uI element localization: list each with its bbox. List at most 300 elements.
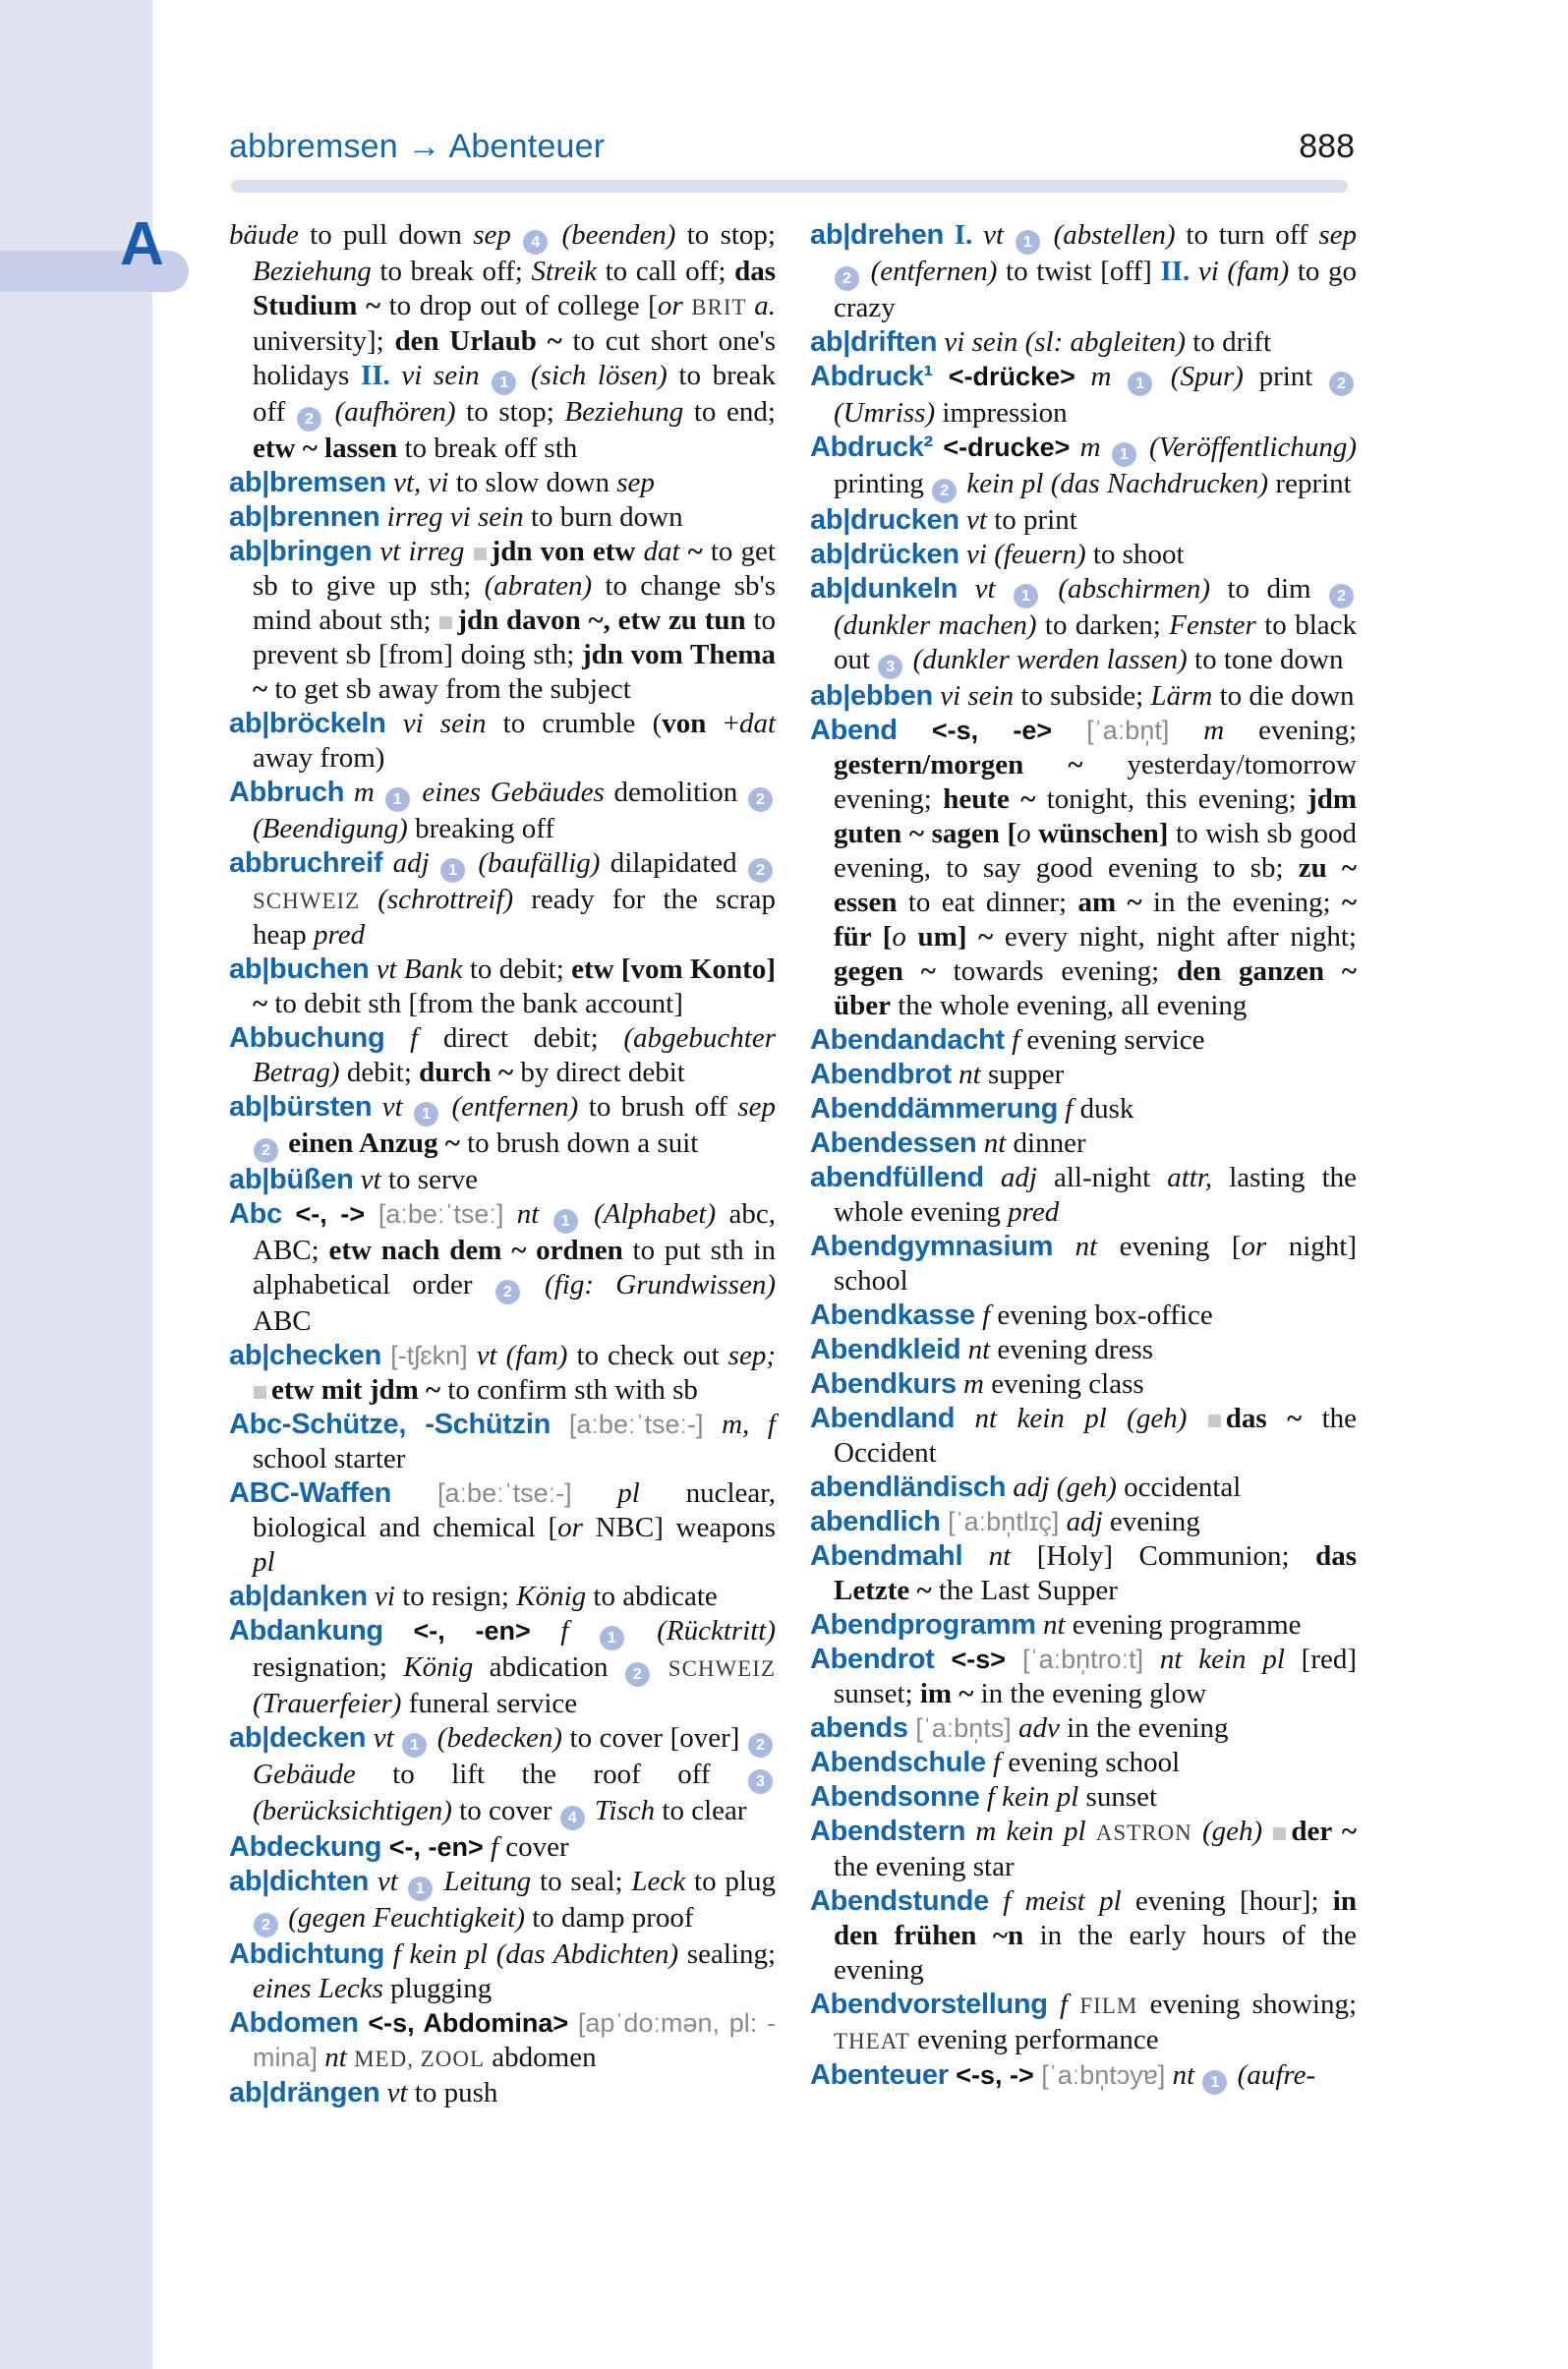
- translation-text: evening [hour];: [1121, 1885, 1333, 1917]
- grammar-or-gloss: f: [1058, 1093, 1074, 1125]
- dictionary-entry: [810, 503, 1357, 538]
- headword: abendländisch: [810, 1472, 1007, 1503]
- grammar-or-gloss: sep;: [727, 1340, 776, 1371]
- translation-text: to slow down: [448, 467, 617, 498]
- grammar-or-gloss: bäude: [229, 219, 299, 251]
- dictionary-entry: [810, 1539, 1357, 1608]
- headword: Abendessen: [810, 1127, 977, 1159]
- grammar-or-gloss: (geh): [1191, 1816, 1273, 1847]
- grammar-or-gloss: (schrottreif): [360, 884, 514, 915]
- grammar-or-gloss: König: [516, 1581, 587, 1612]
- dictionary-entry: [810, 1127, 1357, 1161]
- sense-number-badge: 2: [254, 1913, 278, 1937]
- translation-text: lasting the whole evening: [834, 1162, 1357, 1228]
- translation-text: every night, night after night;: [993, 921, 1357, 953]
- translation-text: in the early hours of the evening: [834, 1920, 1357, 1986]
- grammar-or-gloss: nt kein pl (geh): [955, 1403, 1207, 1434]
- grammar-or-gloss: nt: [318, 2042, 355, 2073]
- sense-number-badge: 4: [523, 230, 548, 255]
- roman-numeral: I.: [943, 219, 973, 251]
- headword: ab|drücken: [810, 539, 959, 570]
- collocation-bold: einen Anzug ~: [281, 1127, 460, 1159]
- grammar-or-gloss: sep: [473, 219, 523, 251]
- grammar-or-gloss: m kein pl: [965, 1816, 1096, 1847]
- dictionary-column-right: [810, 218, 1357, 2095]
- grammar-or-gloss: f: [483, 1831, 499, 1863]
- grammar-or-gloss: f kein pl: [979, 1781, 1079, 1813]
- translation-text: printing: [834, 468, 932, 499]
- translation-text: direct debit;: [418, 1022, 624, 1054]
- grammar-or-gloss: m: [344, 777, 384, 808]
- dictionary-entry: [810, 1988, 1357, 2058]
- collocation-bold: ~ für [: [834, 887, 1357, 953]
- phonetics: [ˈaːbn̩troːt]: [1006, 1645, 1144, 1674]
- translation-text: the whole evening, all evening: [891, 990, 1248, 1021]
- translation-text: to break off sth: [397, 433, 578, 464]
- collocation-bold: ~: [679, 536, 703, 567]
- headword: abbruchreif: [229, 847, 383, 879]
- grammar-or-gloss: (Beendigung): [253, 813, 408, 844]
- field-label: BRIT: [691, 295, 755, 319]
- sense-number-badge: 3: [878, 655, 902, 679]
- translation-text: all-night: [1036, 1162, 1168, 1193]
- collocation-bold: wünschen]: [1030, 818, 1169, 849]
- translation-text: evening performance: [909, 2024, 1159, 2055]
- sense-number-badge: 1: [408, 1877, 433, 1901]
- translation-text: to tone down: [1187, 644, 1344, 675]
- translation-text: in the evening: [1059, 1712, 1229, 1744]
- dictionary-entry: [229, 1937, 776, 2006]
- headword: Abendgymnasium: [810, 1231, 1054, 1262]
- headword: Abdichtung: [229, 1938, 385, 1970]
- grammar-or-gloss: Lärm: [1150, 680, 1213, 712]
- dictionary-entry: [810, 1299, 1357, 1333]
- collocation-marker: [254, 1386, 266, 1399]
- grammar-or-gloss: König: [403, 1651, 474, 1683]
- grammar-or-gloss: (gegen Feuchtigkeit): [281, 1902, 525, 1934]
- grammar-or-gloss: pl: [571, 1477, 640, 1509]
- field-label: MED, ZOOL: [354, 2047, 486, 2071]
- translation-text: the Last Supper: [931, 1575, 1118, 1606]
- grammar-or-gloss: (entfernen): [862, 256, 998, 287]
- sense-number-badge: 1: [1202, 2070, 1227, 2095]
- headword: ab|büßen: [229, 1164, 354, 1195]
- grammar-or-gloss: Streik: [531, 256, 598, 287]
- translation-text: to debit sth [from the bank account]: [267, 988, 683, 1019]
- grammar-or-gloss: (abraten): [484, 570, 593, 602]
- translation-text: abc, ABC;: [253, 1198, 776, 1266]
- translation-text: to darken;: [1036, 609, 1170, 641]
- headword: Abendsonne: [810, 1781, 980, 1813]
- grammar-or-gloss: f meist pl: [988, 1885, 1122, 1917]
- sense-number-badge: 1: [1128, 372, 1152, 396]
- grammar-or-gloss: f: [1047, 1989, 1080, 2020]
- sense-number-badge: 2: [495, 1280, 520, 1304]
- grammar-or-gloss: dat: [643, 536, 680, 567]
- dictionary-entry: [229, 1197, 776, 1339]
- translation-text: to seal;: [531, 1866, 632, 1897]
- translation-text: yesterday/tomorrow evening;: [834, 749, 1357, 815]
- dictionary-entry: [810, 2058, 1357, 2095]
- translation-text: breaking off: [407, 813, 555, 844]
- grammar-or-gloss: (aufhören): [323, 396, 456, 428]
- translation-text: plugging: [382, 1973, 493, 2004]
- translation-text: to get sb to give up sth;: [253, 536, 776, 602]
- translation-text: to eat dinner;: [897, 887, 1078, 918]
- dictionary-entry: [229, 776, 776, 846]
- headword: Abendstunde: [810, 1885, 989, 1917]
- collocation-bold: etw [vom Konto] ~: [253, 953, 776, 1019]
- collocation-bold: etw ~ lassen: [253, 433, 398, 464]
- dictionary-entry: [810, 1333, 1357, 1367]
- dictionary-entry: [229, 846, 776, 953]
- translation-text: to change sb's mind about sth;: [253, 570, 777, 636]
- grammar-or-gloss: Fenster: [1169, 609, 1256, 641]
- translation-text: to cover [over]: [561, 1722, 747, 1754]
- headword: Abendbrot: [810, 1059, 952, 1090]
- headword: Abendland: [810, 1403, 956, 1434]
- translation-text: to go crazy: [834, 256, 1358, 323]
- grammar-or-gloss: adv: [1011, 1712, 1060, 1744]
- sense-number-badge: 3: [748, 1769, 773, 1794]
- collocation-bold: um] ~: [905, 921, 994, 953]
- grammar-or-gloss: vt: [372, 1091, 414, 1123]
- inflection-form: <-drücke>: [932, 362, 1075, 391]
- grammar-or-gloss: pl: [253, 1546, 275, 1578]
- collocation-bold: das Letzte ~: [834, 1540, 1357, 1606]
- grammar-or-gloss: adj (geh): [1006, 1472, 1117, 1503]
- dictionary-entry: [229, 1865, 776, 1937]
- phonetics: [aːbeːˈtseː]: [365, 1199, 504, 1229]
- translation-text: ABC: [253, 1305, 312, 1337]
- translation-text: to drop out of college [: [380, 290, 658, 321]
- dictionary-entry: [810, 572, 1357, 679]
- translation-text: evening showing;: [1137, 1989, 1357, 2020]
- margin-strip: [0, 0, 152, 2369]
- translation-text: to abdicate: [586, 1581, 718, 1612]
- field-label: THEAT: [834, 2029, 910, 2053]
- phonetics: [ˈaːbn̩tlɪç]: [940, 1507, 1060, 1536]
- translation-text: to get sb away from the subject: [267, 673, 631, 705]
- translation-text: to pull down: [298, 219, 474, 251]
- grammar-or-gloss: vt, vi: [385, 467, 449, 498]
- roman-numeral: II.: [1160, 256, 1191, 287]
- grammar-or-gloss: (entfernen): [441, 1091, 579, 1123]
- translation-text: resignation;: [253, 1651, 404, 1683]
- dictionary-entry: [810, 1608, 1357, 1643]
- translation-text: to lift the roof off: [355, 1759, 747, 1790]
- translation-text: evening school: [1001, 1747, 1181, 1778]
- translation-text: dinner: [1006, 1127, 1086, 1159]
- dictionary-entry: [229, 1021, 776, 1090]
- translation-text: to call off;: [597, 256, 735, 287]
- grammar-or-gloss: Leitung: [435, 1866, 532, 1897]
- grammar-or-gloss: m, f: [703, 1409, 776, 1440]
- headword: Abdankung: [229, 1615, 383, 1647]
- inflection-form: <-s, -e>: [897, 716, 1053, 745]
- headword: ab|drängen: [229, 2077, 380, 2109]
- headword: Abenteuer: [810, 2059, 949, 2091]
- grammar-or-gloss: (baufällig): [468, 847, 601, 879]
- headword: Abdruck²: [810, 432, 933, 463]
- dictionary-entry: [810, 1471, 1357, 1505]
- letter-tab-character: A: [120, 210, 164, 278]
- grammar-or-gloss: m: [956, 1368, 984, 1400]
- inflection-form: <-, -en>: [382, 1616, 531, 1646]
- headword: ab|checken: [229, 1340, 382, 1371]
- headword: abendlich: [810, 1506, 941, 1537]
- translation-text: to die down: [1212, 680, 1355, 712]
- grammar-or-gloss: Beziehung: [564, 396, 684, 428]
- headword: Abendschule: [810, 1747, 986, 1778]
- grammar-or-gloss: vi (fam): [1190, 256, 1290, 287]
- translation-text: the evening star: [834, 1851, 1015, 1882]
- grammar-or-gloss: vi sein: [401, 360, 492, 391]
- grammar-or-gloss: vt Bank: [369, 953, 463, 985]
- collocation-bold: gegen ~: [834, 955, 936, 987]
- dictionary-entry: [229, 1339, 776, 1408]
- grammar-or-gloss: adj: [983, 1162, 1037, 1193]
- sense-number-badge: 1: [385, 787, 410, 812]
- translation-text: dilapidated: [600, 847, 748, 879]
- translation-text: evening;: [1224, 715, 1357, 746]
- collocation-bold: jdn davon ~, etw zu tun: [457, 605, 746, 636]
- grammar-or-gloss: kein pl (das Nachdrucken): [959, 468, 1269, 499]
- inflection-form: <-s, ->: [948, 2060, 1034, 2090]
- dictionary-entry: [810, 1746, 1357, 1780]
- headword: ab|bröckeln: [229, 708, 386, 739]
- grammar-or-gloss: vi sein: [932, 680, 1015, 712]
- grammar-or-gloss: m: [1070, 432, 1111, 463]
- sense-number-badge: 2: [1329, 372, 1354, 396]
- headword: ab|dunkeln: [810, 573, 958, 605]
- collocation-bold: in den frühen ~n: [834, 1885, 1357, 1951]
- translation-text: to serve: [380, 1164, 478, 1195]
- headword: Abenddämmerung: [810, 1093, 1058, 1125]
- collocation-marker: [439, 616, 452, 629]
- translation-text: to crumble (: [486, 708, 663, 739]
- dictionary-entry: [810, 714, 1357, 1023]
- grammar-or-gloss: eines Lecks: [253, 1973, 383, 2004]
- grammar-or-gloss: (abgebuchter Betrag): [253, 1022, 776, 1088]
- translation-text: nuclear, biological and chemical [: [253, 1477, 776, 1543]
- grammar-or-gloss: pred: [314, 919, 366, 951]
- grammar-or-gloss: irreg vi sein: [379, 501, 524, 533]
- collocation-bold: das ~: [1225, 1403, 1303, 1434]
- guide-words: abbremsen → Abenteuer: [229, 128, 606, 165]
- translation-text: to stop;: [675, 219, 776, 251]
- translation-text: to plug: [685, 1866, 776, 1897]
- sense-number-badge: 2: [748, 787, 773, 812]
- inflection-form: <-drucke>: [932, 433, 1071, 462]
- dictionary-entry: [810, 360, 1357, 431]
- translation-text: impression: [935, 397, 1068, 429]
- headword: Abendprogramm: [810, 1609, 1036, 1641]
- phonetics: [aːbeːˈtseː-]: [391, 1478, 572, 1508]
- phonetics: [ˈaːbn̩tɔyɐ]: [1033, 2060, 1166, 2090]
- translation-text: to brush off: [578, 1091, 738, 1123]
- translation-text: ready for the scrap heap: [253, 884, 776, 951]
- inflection-form: <-s>: [934, 1645, 1007, 1674]
- dictionary-entry: [810, 1092, 1357, 1127]
- sense-number-badge: 1: [1112, 442, 1136, 467]
- headword: ab|danken: [229, 1581, 368, 1612]
- grammar-or-gloss: (Trauerfeier): [253, 1688, 402, 1719]
- collocation-bold: durch ~: [419, 1057, 514, 1088]
- translation-text: cover: [498, 1831, 569, 1863]
- dictionary-entry: [229, 953, 776, 1021]
- grammar-or-gloss: vt (fam): [467, 1340, 568, 1371]
- dictionary-entry: [229, 1163, 776, 1197]
- grammar-or-gloss: (dunkler machen): [834, 609, 1037, 641]
- dictionary-entry: [810, 538, 1357, 572]
- roman-numeral: II.: [360, 360, 402, 391]
- dictionary-entry: [229, 1580, 776, 1614]
- translation-text: to cover: [451, 1795, 559, 1826]
- grammar-or-gloss: nt: [960, 1334, 991, 1365]
- translation-text: +: [706, 708, 739, 739]
- grammar-or-gloss: vt: [369, 1866, 407, 1897]
- translation-text: occidental: [1116, 1472, 1242, 1503]
- collocation-bold: den Urlaub ~: [394, 325, 562, 357]
- translation-text: NBC] weapons: [582, 1512, 776, 1543]
- grammar-or-gloss: f: [530, 1615, 599, 1647]
- field-label: SCHWEIZ: [652, 1656, 776, 1681]
- grammar-or-gloss: vt: [366, 1722, 402, 1754]
- grammar-or-gloss: (abstellen): [1042, 219, 1176, 251]
- collocation-bold: der ~: [1291, 1816, 1357, 1847]
- field-label: SCHWEIZ: [253, 889, 361, 913]
- dictionary-entry: [229, 466, 776, 500]
- translation-text: to twist [off]: [997, 256, 1161, 287]
- dictionary-entry: [229, 1476, 776, 1580]
- translation-text: evening box-office: [990, 1300, 1213, 1331]
- grammar-or-gloss: f: [974, 1300, 991, 1331]
- collocation-bold: etw nach dem ~ ordnen: [328, 1235, 623, 1266]
- grammar-or-gloss: or: [1241, 1231, 1267, 1262]
- headword: Abendandacht: [810, 1024, 1005, 1056]
- dictionary-entry: [810, 218, 1357, 325]
- headword: ABC-Waffen: [229, 1477, 392, 1509]
- dictionary-entry: [229, 1721, 776, 1830]
- translation-text: to dim: [1210, 573, 1329, 605]
- grammar-or-gloss: nt: [962, 1540, 1012, 1572]
- dictionary-entry: [229, 535, 776, 707]
- translation-text: to break off;: [371, 256, 532, 287]
- translation-text: [Holy] Communion;: [1011, 1540, 1316, 1572]
- collocation-bold: am ~: [1077, 887, 1142, 918]
- headword: ab|bringen: [229, 536, 373, 567]
- headword: abendfüllend: [810, 1162, 984, 1193]
- collocation-bold: heute ~: [943, 783, 1036, 815]
- translation-text: to put sth in alphabetical order: [253, 1235, 777, 1300]
- grammar-or-gloss: vt irreg: [372, 536, 473, 567]
- grammar-or-gloss: f kein pl (das Abdichten): [384, 1938, 679, 1970]
- grammar-or-gloss: or: [557, 1512, 583, 1543]
- dictionary-entry: [810, 1711, 1357, 1746]
- dictionary-entry: [229, 218, 776, 466]
- headword: ab|bürsten: [229, 1091, 373, 1123]
- grammar-or-gloss: adj: [1059, 1506, 1103, 1537]
- sense-number-badge: 1: [553, 1209, 578, 1234]
- translation-text: sealing;: [678, 1938, 777, 1970]
- collocation-bold: jdn von etw: [491, 536, 644, 567]
- translation-text: evening service: [1019, 1024, 1205, 1056]
- dictionary-entry: [810, 1643, 1357, 1711]
- collocation-marker: [474, 548, 487, 560]
- translation-text: by direct debit: [513, 1057, 685, 1088]
- headword: Abbruch: [229, 777, 345, 808]
- translation-text: the Occident: [834, 1403, 1358, 1469]
- translation-text: in the evening;: [1141, 887, 1342, 918]
- field-label: ASTRON: [1095, 1820, 1192, 1845]
- dictionary-entry: [229, 2006, 776, 2076]
- grammar-or-gloss: (dunkler werden lassen): [905, 644, 1188, 675]
- translation-text: to push: [407, 2077, 498, 2109]
- translation-text: to resign;: [394, 1581, 517, 1612]
- grammar-or-gloss: f: [985, 1747, 1002, 1778]
- grammar-or-gloss: vt: [958, 573, 1013, 605]
- translation-text: to subside;: [1014, 680, 1151, 712]
- grammar-or-gloss: dat: [738, 708, 776, 739]
- grammar-or-gloss: pred: [1008, 1196, 1060, 1228]
- dictionary-entry: [810, 1058, 1357, 1092]
- dictionary-entry: [810, 1023, 1357, 1058]
- headword: ab|ebben: [810, 680, 933, 712]
- sense-number-badge: 2: [254, 1138, 278, 1163]
- grammar-or-gloss: m: [1074, 361, 1128, 392]
- translation-text: abdomen: [485, 2042, 597, 2073]
- sense-number-badge: 1: [440, 858, 465, 883]
- grammar-or-gloss: nt: [1035, 1609, 1066, 1641]
- sense-number-badge: 2: [1329, 584, 1354, 608]
- grammar-or-gloss: vt: [958, 504, 987, 536]
- translation-text: to wish sb good evening, to say good evening to sb;: [834, 818, 1357, 884]
- dictionary-entry: [229, 1408, 776, 1476]
- translation-text: to end;: [683, 396, 776, 428]
- collocation-bold: den ganzen ~ über: [834, 955, 1357, 1021]
- grammar-or-gloss: or: [657, 290, 692, 321]
- translation-text: to confirm sth with sb: [440, 1374, 698, 1406]
- translation-text: to prevent sb [from] doing sth;: [253, 605, 777, 670]
- sense-number-badge: 2: [748, 1733, 773, 1758]
- translation-text: evening [: [1097, 1231, 1242, 1262]
- headword: Abendmahl: [810, 1540, 963, 1572]
- collocation-marker: [1208, 1415, 1221, 1427]
- grammar-or-gloss: a.: [754, 290, 776, 321]
- grammar-or-gloss: (beenden): [551, 219, 676, 251]
- translation-text: to shoot: [1085, 539, 1185, 570]
- translation-text: abdication: [473, 1651, 624, 1683]
- grammar-or-gloss: nt kein pl: [1143, 1644, 1285, 1675]
- grammar-or-gloss: Leck: [631, 1866, 686, 1897]
- translation-text: supper: [980, 1059, 1065, 1090]
- grammar-or-gloss: sep: [737, 1091, 776, 1123]
- phonetics: [-tʃɛkn]: [381, 1341, 468, 1370]
- grammar-or-gloss: (Rücktritt): [626, 1615, 776, 1647]
- translation-text: to cut short one's holidays: [253, 325, 777, 391]
- grammar-or-gloss: eines Gebäudes: [412, 777, 605, 808]
- grammar-or-gloss: sep: [616, 467, 655, 498]
- translation-text: evening programme: [1065, 1609, 1302, 1641]
- sense-number-badge: 1: [414, 1102, 438, 1127]
- grammar-or-gloss: attr,: [1167, 1162, 1213, 1193]
- headword: ab|buchen: [229, 953, 370, 985]
- headword: ab|driften: [810, 326, 938, 358]
- headword: Abdomen: [229, 2007, 359, 2039]
- headword: ab|drucken: [810, 504, 959, 536]
- grammar-or-gloss: nt: [503, 1198, 552, 1230]
